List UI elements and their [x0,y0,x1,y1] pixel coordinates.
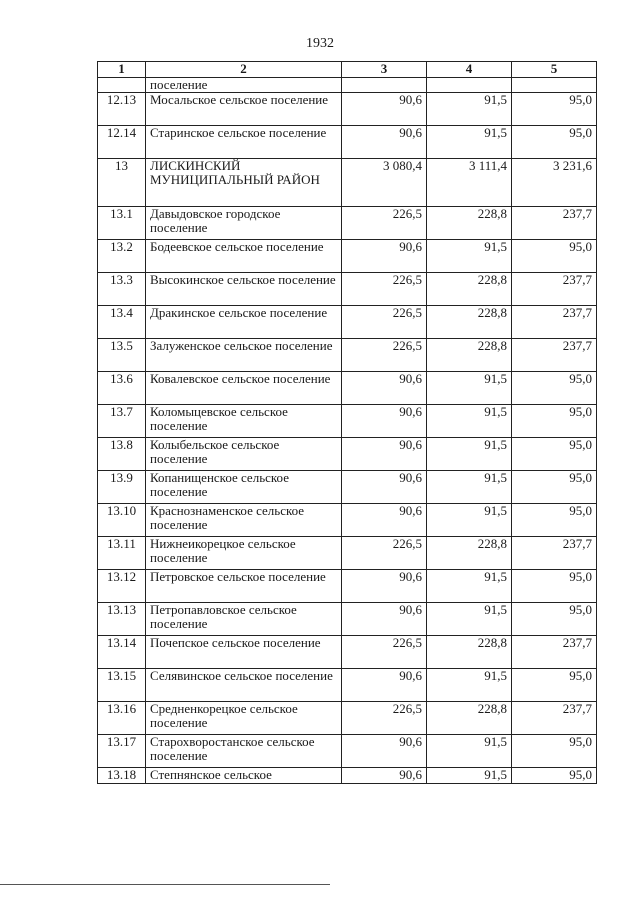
table-row [98,93,597,126]
row-name: поселение [146,78,342,93]
table-row [98,504,597,537]
row-name: Бодеевское сельское поселение [146,240,342,273]
row-value-col4: 228,8 [427,273,512,306]
table-row [98,537,597,570]
row-name: Копанищенское сельское поселение [146,471,342,504]
row-name: Давыдовское городское поселение [146,207,342,240]
row-value-col4: 91,5 [427,570,512,603]
row-value-col4: 91,5 [427,438,512,471]
row-name: Старохворостанское сельское поселение [146,735,342,768]
row-value-col4: 91,5 [427,768,512,784]
row-value-col3: 90,6 [342,504,427,537]
row-value-col5: 95,0 [512,438,597,471]
row-value-col5: 237,7 [512,339,597,372]
row-value-col4: 228,8 [427,306,512,339]
row-value-col4: 3 111,4 [427,159,512,207]
row-value-col5: 95,0 [512,240,597,273]
row-name: Степнянское сельское [146,768,342,784]
table-row [98,126,597,159]
row-value-col5: 237,7 [512,306,597,339]
row-code: 13.1 [98,207,146,240]
row-code: 12.13 [98,93,146,126]
row-value-col3: 90,6 [342,438,427,471]
row-value-col3: 3 080,4 [342,159,427,207]
row-value-col5: 95,0 [512,570,597,603]
table-row [98,372,597,405]
row-code: 13.14 [98,636,146,669]
page-number: 1932 [306,36,334,51]
row-name: Мосальское сельское поселение [146,93,342,126]
row-value-col3: 90,6 [342,405,427,438]
row-value-col3: 90,6 [342,471,427,504]
table-row [98,735,597,768]
table-row [98,240,597,273]
column-header: 2 [146,62,342,78]
row-value-col4: 228,8 [427,339,512,372]
row-code [98,78,146,93]
table-row [98,339,597,372]
row-value-col4: 91,5 [427,669,512,702]
table-row [98,273,597,306]
row-value-col3: 226,5 [342,207,427,240]
row-value-col4: 228,8 [427,207,512,240]
row-name: Селявинское сельское поселение [146,669,342,702]
row-value-col3: 226,5 [342,537,427,570]
table-row [98,636,597,669]
row-value-col5: 3 231,6 [512,159,597,207]
table-row [98,702,597,735]
row-code: 13.9 [98,471,146,504]
row-value-col4: 91,5 [427,603,512,636]
row-code: 13.10 [98,504,146,537]
row-value-col5 [512,78,597,93]
table-row [98,471,597,504]
row-value-col5: 95,0 [512,768,597,784]
table-row-continued [98,78,597,93]
row-code: 13.8 [98,438,146,471]
row-code: 13.16 [98,702,146,735]
column-header: 3 [342,62,427,78]
row-code: 12.14 [98,126,146,159]
row-name: Нижнеикорецкое сельское поселение [146,537,342,570]
row-value-col4: 228,8 [427,702,512,735]
row-code: 13.7 [98,405,146,438]
row-value-col3: 226,5 [342,306,427,339]
table-row [98,669,597,702]
row-code: 13.13 [98,603,146,636]
row-name: Петровское сельское поселение [146,570,342,603]
row-value-col5: 95,0 [512,735,597,768]
row-value-col3: 226,5 [342,702,427,735]
row-value-col3: 226,5 [342,273,427,306]
row-name: ЛИСКИНСКИЙ МУНИЦИПАЛЬНЫЙ РАЙОН [146,159,342,207]
row-code: 13.6 [98,372,146,405]
row-value-col4: 91,5 [427,471,512,504]
row-code: 13 [98,159,146,207]
row-value-col5: 95,0 [512,471,597,504]
table-row [98,438,597,471]
column-header: 1 [98,62,146,78]
table-body [98,78,597,784]
row-value-col3: 90,6 [342,768,427,784]
row-value-col4 [427,78,512,93]
row-value-col3: 226,5 [342,636,427,669]
column-header: 4 [427,62,512,78]
row-code: 13.4 [98,306,146,339]
row-name: Почепское сельское поселение [146,636,342,669]
row-code: 13.18 [98,768,146,784]
table-row [98,159,597,207]
row-name: Петропавловское сельское поселение [146,603,342,636]
row-code: 13.2 [98,240,146,273]
row-value-col5: 95,0 [512,126,597,159]
row-code: 13.5 [98,339,146,372]
table-row [98,570,597,603]
table-row [98,207,597,240]
row-name: Краснознаменское сельское поселение [146,504,342,537]
row-value-col3: 90,6 [342,669,427,702]
row-value-col3: 90,6 [342,126,427,159]
row-value-col5: 237,7 [512,537,597,570]
row-value-col4: 91,5 [427,504,512,537]
row-value-col4: 91,5 [427,735,512,768]
row-name: Средненкорецкое сельское поселение [146,702,342,735]
row-value-col3: 90,6 [342,93,427,126]
row-value-col5: 95,0 [512,372,597,405]
row-code: 13.3 [98,273,146,306]
row-value-col4: 91,5 [427,126,512,159]
row-value-col5: 95,0 [512,603,597,636]
row-value-col3: 90,6 [342,603,427,636]
row-value-col3: 226,5 [342,339,427,372]
table-header-row [98,62,597,78]
row-value-col3: 90,6 [342,735,427,768]
row-value-col3: 90,6 [342,240,427,273]
data-table [97,61,597,784]
row-value-col3: 90,6 [342,570,427,603]
row-value-col5: 95,0 [512,669,597,702]
row-value-col4: 228,8 [427,537,512,570]
table-row [98,306,597,339]
row-value-col5: 95,0 [512,405,597,438]
row-value-col5: 237,7 [512,702,597,735]
row-name: Залуженское сельское поселение [146,339,342,372]
row-name: Ковалевское сельское поселение [146,372,342,405]
row-code: 13.11 [98,537,146,570]
row-name: Старинское сельское поселение [146,126,342,159]
row-value-col4: 91,5 [427,372,512,405]
row-value-col5: 237,7 [512,207,597,240]
row-value-col4: 228,8 [427,636,512,669]
footnote-rule [0,884,330,885]
row-code: 13.12 [98,570,146,603]
row-name: Коломыцевское сельское поселение [146,405,342,438]
table-row [98,768,597,784]
table-row [98,603,597,636]
row-name: Дракинское сельское поселение [146,306,342,339]
row-name: Колыбельское сельское поселение [146,438,342,471]
row-code: 13.17 [98,735,146,768]
row-value-col5: 95,0 [512,504,597,537]
table-row [98,405,597,438]
column-header: 5 [512,62,597,78]
row-value-col3 [342,78,427,93]
row-value-col5: 237,7 [512,273,597,306]
row-value-col5: 237,7 [512,636,597,669]
row-value-col4: 91,5 [427,405,512,438]
row-value-col4: 91,5 [427,93,512,126]
row-value-col3: 90,6 [342,372,427,405]
row-value-col4: 91,5 [427,240,512,273]
row-value-col5: 95,0 [512,93,597,126]
row-code: 13.15 [98,669,146,702]
row-name: Высокинское сельское поселение [146,273,342,306]
